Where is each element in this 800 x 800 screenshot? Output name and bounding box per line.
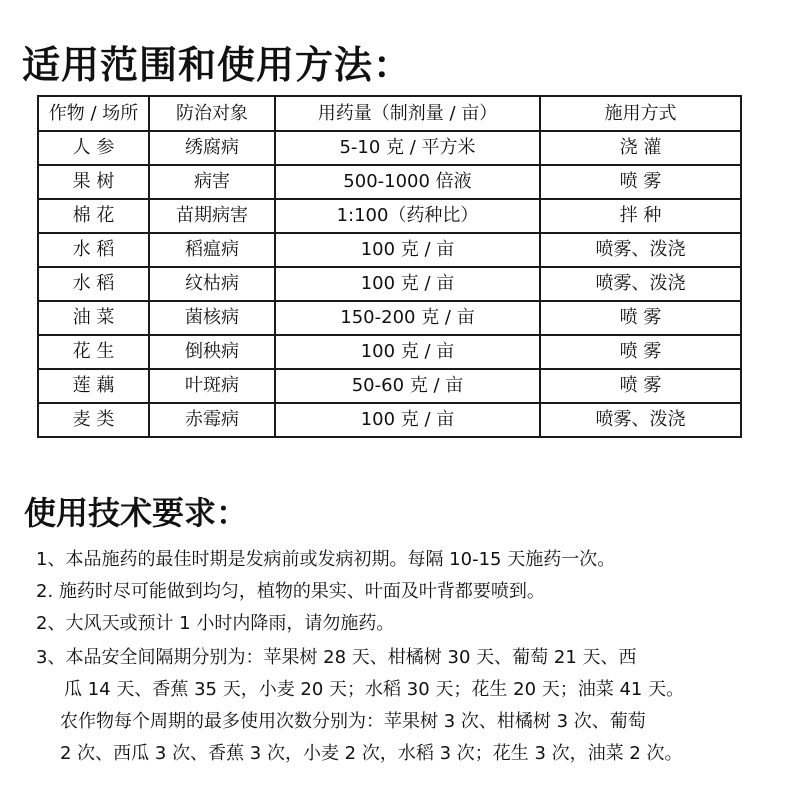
method-cell: 喷 雾 bbox=[540, 369, 741, 403]
method-cell: 拌 种 bbox=[540, 199, 741, 233]
requirement-line: 农作物每个周期的最多使用次数分别为：苹果树 3 次、柑橘树 3 次、葡萄 bbox=[60, 711, 646, 732]
target-cell: 绣腐病 bbox=[149, 131, 275, 165]
target-cell: 菌核病 bbox=[149, 301, 275, 335]
crop-cell: 麦 类 bbox=[38, 403, 149, 437]
requirement-line: 瓜 14 天、香蕉 35 天，小麦 20 天；水稻 30 天；花生 20 天；油菜 41 天。 bbox=[64, 679, 685, 700]
table-row bbox=[38, 335, 741, 369]
table-row bbox=[38, 199, 741, 233]
crop-cell: 果 树 bbox=[38, 165, 149, 199]
method-cell: 喷雾、泼浇 bbox=[540, 403, 741, 437]
table-row bbox=[38, 131, 741, 165]
dosage-cell: 100 克 / 亩 bbox=[275, 267, 540, 301]
target-cell: 苗期病害 bbox=[149, 199, 275, 233]
table-row bbox=[38, 369, 741, 403]
table-header-row bbox=[38, 96, 741, 131]
method-cell: 喷 雾 bbox=[540, 165, 741, 199]
requirement-line: 2、大风天或预计 1 小时内降雨，请勿施药。 bbox=[36, 613, 395, 634]
crop-cell: 莲 藕 bbox=[38, 369, 149, 403]
target-cell: 病害 bbox=[149, 165, 275, 199]
requirement-line: 3、本品安全间隔期分别为：苹果树 28 天、柑橘树 30 天、葡萄 21 天、西 bbox=[36, 647, 637, 668]
dosage-cell: 50-60 克 / 亩 bbox=[275, 369, 540, 403]
dosage-cell: 100 克 / 亩 bbox=[275, 335, 540, 369]
crop-cell: 人 参 bbox=[38, 131, 149, 165]
dosage-cell: 5-10 克 / 平方米 bbox=[275, 131, 540, 165]
header-method: 施用方式 bbox=[540, 96, 741, 131]
dosage-cell: 100 克 / 亩 bbox=[275, 233, 540, 267]
requirement-line: 2 次、西瓜 3 次、香蕉 3 次，小麦 2 次，水稻 3 次；花生 3 次，油菜 2 次。 bbox=[60, 743, 683, 764]
header-target: 防治对象 bbox=[149, 96, 275, 131]
method-cell: 喷 雾 bbox=[540, 335, 741, 369]
method-cell: 喷 雾 bbox=[540, 301, 741, 335]
dosage-cell: 100 克 / 亩 bbox=[275, 403, 540, 437]
method-cell: 喷雾、泼浇 bbox=[540, 233, 741, 267]
dosage-cell: 150-200 克 / 亩 bbox=[275, 301, 540, 335]
target-cell: 赤霉病 bbox=[149, 403, 275, 437]
crop-cell: 水 稻 bbox=[38, 233, 149, 267]
dosage-cell: 500-1000 倍液 bbox=[275, 165, 540, 199]
table-row bbox=[38, 403, 741, 437]
target-cell: 纹枯病 bbox=[149, 267, 275, 301]
header-crop: 作物 / 场所 bbox=[38, 96, 149, 131]
crop-cell: 棉 花 bbox=[38, 199, 149, 233]
table-row bbox=[38, 267, 741, 301]
target-cell: 叶斑病 bbox=[149, 369, 275, 403]
table-row bbox=[38, 233, 741, 267]
crop-cell: 水 稻 bbox=[38, 267, 149, 301]
target-cell: 稻瘟病 bbox=[149, 233, 275, 267]
table-row bbox=[38, 301, 741, 335]
target-cell: 倒秧病 bbox=[149, 335, 275, 369]
usage-heading: 适用范围和使用方法： bbox=[22, 43, 413, 87]
method-cell: 喷雾、泼浇 bbox=[540, 267, 741, 301]
header-dosage: 用药量（制剂量 / 亩） bbox=[275, 96, 540, 131]
crop-cell: 花 生 bbox=[38, 335, 149, 369]
method-cell: 浇 灌 bbox=[540, 131, 741, 165]
requirements-heading: 使用技术要求： bbox=[24, 494, 249, 532]
crop-cell: 油 菜 bbox=[38, 301, 149, 335]
requirement-line: 1、本品施药的最佳时期是发病前或发病初期。每隔 10-15 天施药一次。 bbox=[36, 549, 616, 570]
usage-table bbox=[37, 95, 742, 438]
requirement-line: 2. 施药时尽可能做到均匀，植物的果实、叶面及叶背都要喷到。 bbox=[36, 581, 545, 602]
dosage-cell: 1:100（药种比） bbox=[275, 199, 540, 233]
table-row bbox=[38, 165, 741, 199]
